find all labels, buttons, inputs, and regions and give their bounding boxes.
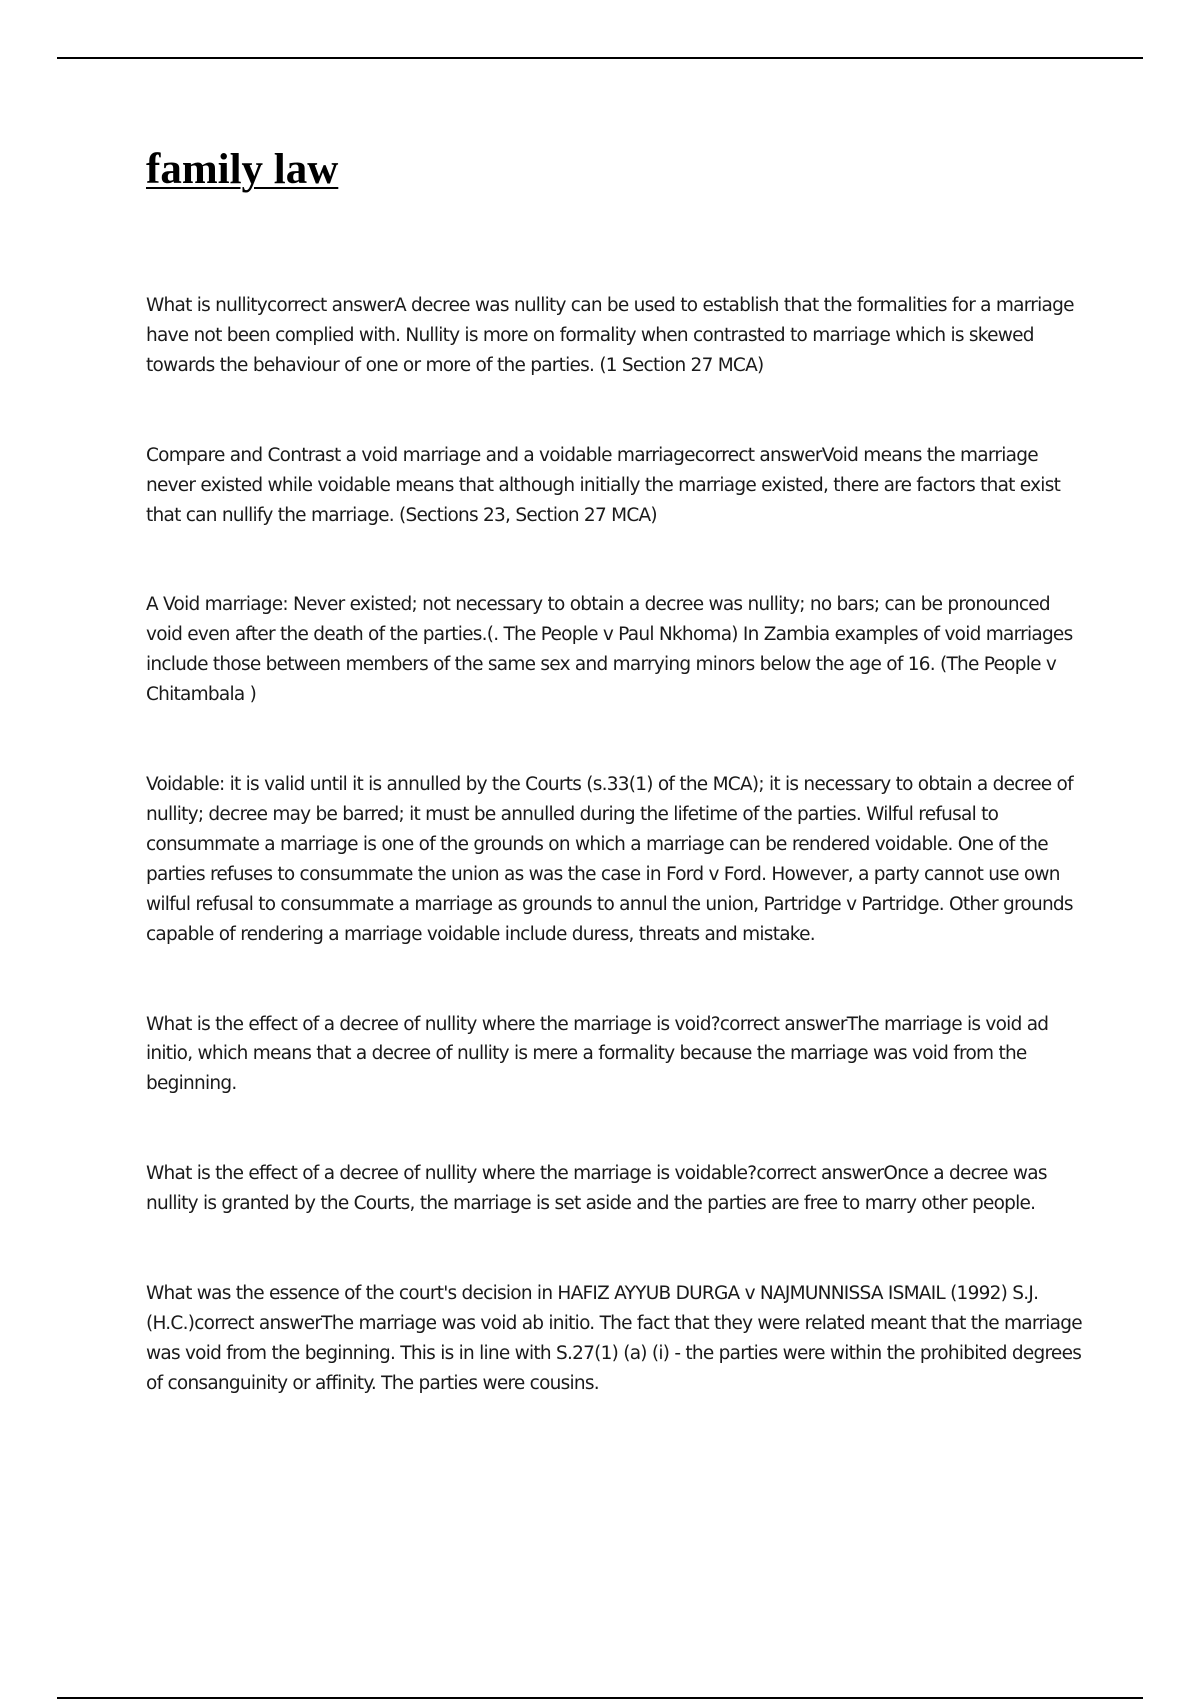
top-rule bbox=[57, 57, 1143, 59]
document-title: family law bbox=[146, 146, 339, 193]
paragraph-void-marriage: A Void marriage: Never existed; not necessary to obtain a decree was nullity; no bars; can be pronounced void even after the death of the parties.(. The People v Paul Nkhoma) In Zambia examples of void marriages include those between members of the same sex and marrying minors below the age of 16. (The People v Chitambala ) bbox=[146, 594, 1073, 706]
paragraph-void-vs-voidable: Compare and Contrast a void marriage and a voidable marriagecorrect answerVoid means the marriage never existed while voidable means that although initially the marriage existed, there are factors that exist that can nullify the marriage. (Sections 23, Section 27 MCA) bbox=[146, 444, 1061, 526]
paragraph-effect-voidable: What is the effect of a decree of nullity where the marriage is voidable?correct answerOnce a decree was nullity is granted by the Courts, the marriage is set aside and the parties are free to marry other people. bbox=[146, 1163, 1047, 1215]
bottom-rule bbox=[57, 1697, 1143, 1699]
paragraph-effect-void: What is the effect of a decree of nullity where the marriage is void?correct answerThe marriage is void ad initio, which means that a decree of nullity is mere a formality because the marriage was void from the beginning. bbox=[146, 1013, 1049, 1095]
paragraph-voidable: Voidable: it is valid until it is annulled by the Courts (s.33(1) of the MCA); it is necessary to obtain a decree of nullity; decree may be barred; it must be annulled during the lifetime of the parties. Wilful refusal to consummate a marriage is one of the grounds on which a marriage can be rendered voidable. One of the parties refuses to consummate the union as was the case in Ford v Ford. However, a party cannot use own wilful refusal to consummate a marriage as grounds to annul the union, Partridge v Partridge. Other grounds capable of rendering a marriage voidable include duress, threats and mistake. bbox=[146, 774, 1073, 945]
document-body bbox=[146, 291, 1091, 1459]
paragraph-nullity: What is nullitycorrect answerA decree was nullity can be used to establish that the formalities for a marriage have not been complied with. Nullity is more on formality when contrasted to marriage which is skewed towards the behaviour of one or more of the parties. (1 Section 27 MCA) bbox=[146, 295, 1074, 376]
paragraph-case-durga: What was the essence of the court's decision in HAFIZ AYYUB DURGA v NAJMUNNISSA ISMAIL (1992) S.J. (H.C.)correct answerThe marriage was void ab initio. The fact that they were related meant that the marriage was void from the beginning. This is in line with S.27(1) (a) (i) - the parties were within the prohibited degrees of consanguinity or affinity. The parties were cousins. bbox=[146, 1283, 1082, 1394]
